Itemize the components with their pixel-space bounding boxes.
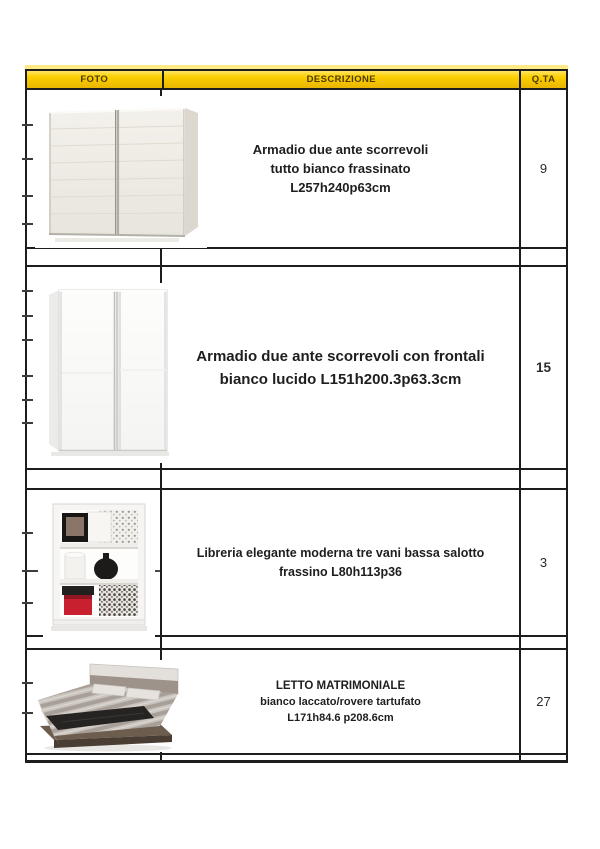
- scan-tick: [22, 422, 33, 424]
- quantity-value: 27: [536, 694, 551, 709]
- column-divider: [160, 490, 162, 635]
- scan-tick: [22, 339, 33, 341]
- scan-tick: [22, 712, 33, 714]
- column-divider: [519, 90, 521, 247]
- table-header-row: [25, 69, 568, 88]
- column-divider: [160, 249, 162, 265]
- scan-tick: [22, 682, 33, 684]
- description-line: L171h84.6 p208.6cm: [287, 711, 394, 724]
- row-spacer: [25, 470, 568, 488]
- product-description: [162, 650, 519, 753]
- scan-tick: [22, 602, 33, 604]
- description-line: LETTO MATRIMONIALE: [275, 679, 406, 692]
- description-line: tutto bianco frassinato: [270, 161, 411, 176]
- description-line: Armadio due ante scorrevoli: [252, 142, 429, 157]
- column-divider: [519, 650, 521, 753]
- scan-tick: [22, 195, 33, 197]
- product-photo-wardrobe-tall: [39, 283, 179, 463]
- product-photo-bookcase: [43, 498, 155, 638]
- column-divider: [519, 267, 521, 468]
- scan-tick: [22, 399, 33, 401]
- description-line: Libreria elegante moderna tre vani bassa salotto: [196, 545, 485, 560]
- column-divider: [519, 755, 521, 760]
- description-line: L257h240p63cm: [290, 180, 391, 195]
- quantity-value: 15: [535, 360, 552, 375]
- scan-tick: [22, 223, 33, 225]
- column-header-qta: Q.TA: [519, 71, 566, 88]
- column-divider: [160, 637, 162, 648]
- scan-tick: [22, 158, 33, 160]
- quantity-value: 9: [539, 161, 548, 176]
- quantity-value: 3: [539, 555, 548, 570]
- scan-tick: [22, 375, 33, 377]
- product-description: [162, 90, 519, 247]
- table-row: [25, 88, 568, 249]
- product-description: [162, 490, 519, 635]
- row-spacer: [25, 249, 568, 265]
- scan-tick: [22, 315, 33, 317]
- table-bottom-strip: [25, 755, 568, 763]
- scan-tick: [22, 290, 33, 292]
- description-line: bianco laccato/rovere tartufato: [260, 695, 421, 708]
- description-line: bianco lucido L151h200.3p63.3cm: [219, 370, 462, 388]
- scan-tick: [22, 570, 38, 572]
- product-photo-bed: [32, 660, 182, 752]
- description-line: Armadio due ante scorrevoli con frontali: [196, 347, 485, 365]
- column-divider: [519, 490, 521, 635]
- product-description: [162, 267, 519, 468]
- scan-tick: [22, 124, 33, 126]
- column-divider: [160, 470, 162, 488]
- column-header-foto: FOTO: [80, 74, 109, 85]
- column-divider: [519, 249, 521, 265]
- product-photo-wardrobe-wide: [35, 96, 207, 248]
- column-divider: [160, 755, 162, 760]
- description-line: frassino L80h113p36: [279, 564, 402, 579]
- column-header-descrizione: DESCRIZIONE: [162, 71, 520, 88]
- table-row: [25, 265, 568, 470]
- table-row: [25, 488, 568, 637]
- column-divider: [519, 637, 521, 648]
- scan-tick: [22, 532, 33, 534]
- column-divider: [519, 470, 521, 488]
- table-row: [25, 648, 568, 755]
- row-spacer: [25, 637, 568, 648]
